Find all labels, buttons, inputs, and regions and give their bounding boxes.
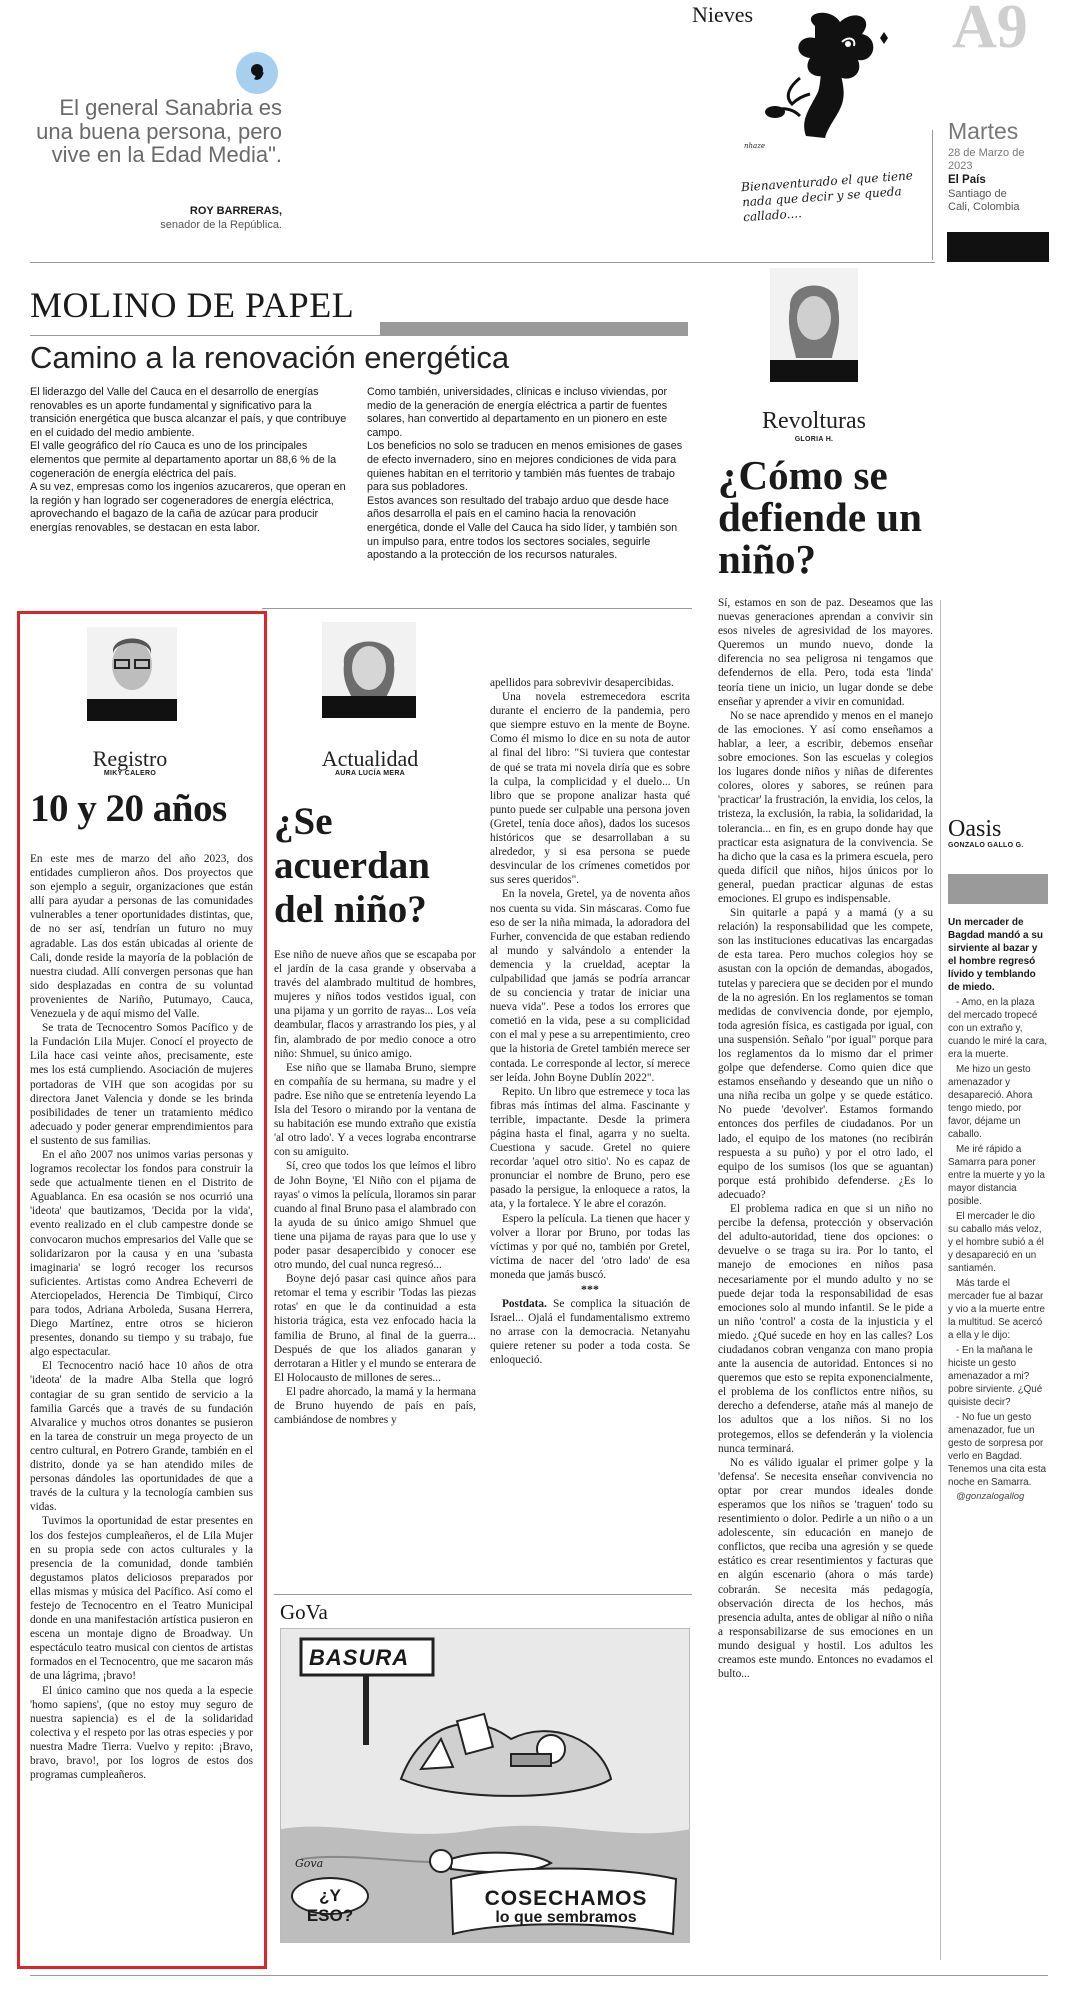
actualidad-col1 (274, 948, 476, 1427)
actualidad-portrait (322, 622, 416, 718)
oasis-p4: El mercader le dio su caballo más veloz, y el hombre subió a él y desapareció en un santiamén. (948, 1211, 1044, 1274)
oasis-p2: Me hizo un gesto amenazador y desapareció. Ahora tengo miedo, por favor, déjame un caballo. (948, 1064, 1033, 1140)
actualidad-p9: Repito. Un libro que estremece y toca las fibras más íntimas del alma. Fascinante y terrible, impactante. Desde la primera página hasta el final, agarra y no suelta. Cuestiona y sacude. Gretel no quiere recordar 'aquel otro sitio'. No es capaz de pronunciar el nombre de Bruno, pero ese pasado la persigue, la enloquece a ratos, la ata, y la fortalece. Y le abre el corazón. (490, 1085, 690, 1211)
oasis-p1: - Amo, en la plaza del mercado tropecé con un extraño y, cuando le miré la cara, era la muerte. (948, 997, 1048, 1060)
gova-signature: Gova (295, 1857, 324, 1870)
bottom-rule (30, 1975, 1048, 1976)
registro-p4: El Tecnocentro nació hace 10 años de otra 'ideota' de la madre Alba Stella que logró contagiar de su gran sentido de servicio a la familia Garcés que a través de su fundación Alvaralice y muchos otros donantes se pusieron en la tarea de construir un mega proyecto de un centro cultural, en Potrero Grande, también en el distrito, donde ya se han atendido miles de personas dándoles las oportunidades de que a través de la cultura y la tecnología cambien sus vidas. (30, 1360, 253, 1514)
oasis-author: GONZALO GALLO G. (948, 842, 1024, 849)
molino-col1 (30, 386, 351, 536)
oasis-p6: - En la mañana le hiciste un gesto amenazador a mi?pobre sirviente. ¿Qué quisiste decir? (948, 1345, 1043, 1408)
pull-quote: El general Sanabria es una buena persona, pero vive en la Edad Media". (36, 95, 282, 167)
gova-label: GoVa (280, 1600, 328, 1624)
molino-p5: Los beneficios no solo se traducen en menos emisiones de gases de efecto invernadero, sino en mejores condiciones de vida para quienes habitan en el territorio y también más fuentes de trabajo para sus pobladores. (367, 440, 683, 494)
revolturas-portrait (770, 268, 858, 382)
postdata-text: Se complica la situación de Israel... Ojalá el fundamentalismo extremo no arrase con la democracia. Netanyahu quiere retener su poder a toda costa. Se enloqueció. (490, 1298, 690, 1367)
revolturas-p3: Sin quitarle a papá y a mamá (y a su relación) la responsabilidad que les compete, son las instituciones educativas las encargadas de esta tarea. Pero muchos colegios hoy se asustan con la opción de demandas, abogados, tutelas y pareciera que se deciden por el mundo de la no agresión. En los reglamentos se toman medidas de convivencia donde, por ejemplo, toda agresión física, es castigada por igual, con una suspensión. Señalo "por igual" porque para los reglamentos da lo mismo dar el primer golpe que defenderse. Como quien dice que estamos enseñando y deseando que un niño o una niña reciba un golpe y se quede estático. No puede 'devolver'. Estamos formando entonces dos perfiles de ciudadanos. Por un lado, el equipo de los matones (no recibirán respuesta a su puño) y por el otro lado, el equipo de los sumisos (los que se aguantan) porque está prohibido defenderse. ¿Es lo adecuado? (718, 907, 933, 1201)
oasis-body (948, 916, 1048, 1502)
divider-right (940, 600, 941, 1960)
revolturas-p2: No se nace aprendido y menos en el manejo de las emociones. Y así como enseñamos a hablar, a leer, a escribir, debemos enseñar sobre emociones. Son las escuelas y colegios los lugares donde niños y niñas de diferentes colores, olores y sabores, se reúnen para 'practicar' la frustración, la envidia, los celos, la tristeza, la exclusión, la rabia, la solidaridad, la tolerancia... en fin, es en grupo donde hay que practicar esta asignatura de la convivencia. Se ha dicho que la casa es la primera escuela, pero queda difícil que niños, hijos únicos por lo general, puedan practicar algunas de estas emociones. El grupo es indispensable. (718, 709, 933, 905)
molino-gray-rule (380, 322, 688, 336)
registro-p5: Tuvimos la oportunidad de estar presentes en los dos festejos cumpleañeros, el de Lila Mujer en su propia sede con actos culturales y la presencia de la comunidad, donde también degustamos platos deliciosos preparados por ellas mismas y música del Pacífico. Así como el festejo de Tecnocentro en el Teatro Municipal donde en una manifestación artística pusieron en escena un montaje digno de Broadway. Un espectáculo teatro musical con cientos de artistas formados en el Tecnocentro, que me sacaron más de una lágrima, ¡bravo! (30, 1515, 253, 1683)
actualidad-author: AURA LUCÍA MERA (334, 770, 406, 777)
actualidad-p10: Espero la película. La tienen que hacer y volver a llorar por Bruno, por todas las víctimas y por qué no, también por Gretel, víctima de nacer del 'otro lado' de esa moneda que jamás buscó. (490, 1212, 690, 1281)
molino-col2 (367, 386, 688, 563)
actualidad-p1: Ese niño de nueve años que se escapaba por el jardín de la casa grande y observaba a través del alambrado multitud de hombres, mujeres y niños todos vestidos igual, con una pijama y un gorrito de rayas... Los veía deambular, flacos y arrastrando los pies, y al fin, alambrado de por medio conoce a otro niño: Shmuel, su único amigo. (274, 949, 476, 1060)
gova-banner-1: COSECHAMOS (484, 1887, 648, 1910)
gova-sign-text: BASURA (309, 1645, 410, 1670)
registro-headline: 10 y 20 años (30, 787, 227, 830)
black-box (947, 232, 1049, 262)
date-paper: El País (948, 174, 986, 186)
molino-p2: El valle geográfico del río Cauca es uno de los principales elementos que permite al departamento aportar un 88,6 % de la cogeneración de energía eléctrica del país. (30, 440, 337, 480)
molino-p6: Estos avances son resultado del trabajo arduo que desde hace años desarrolla el país en el camino hacia la renovación energética, donde el Valle del Cauca ha sido líder, y también son un impulso para, entre todos los sectores sociales, seguirle apostando a la protección de los recursos naturales. (367, 494, 678, 562)
molino-p3: A su vez, empresas como los ingenios azucareros, que operan en la región y han logrado ser cogeneradores de energía eléctrica, aprovechando el bagazo de la caña de azúcar para producir energías renovables, se destacan en esta labor. (30, 481, 346, 534)
molino-thin-rule (30, 335, 688, 336)
molino-section-title: MOLINO DE PAPEL (30, 285, 355, 325)
date-place: Santiago de Cali, Colombia (948, 188, 1020, 213)
oasis-p5: Más tarde el mercader fue al bazar y vio a la muerte entre la multitud. Se acercó a ella y le dijo: (948, 1278, 1045, 1341)
revolturas-p1: Sí, estamos en son de paz. Deseamos que las nuevas generaciones aprendan a convivir sin esos niveles de agresividad de los mayores. Queremos un mundo nuevo, donde la diferencia no sea peligrosa ni tengamos que defendernos de ella. Pero, toda esta 'linda' teoría tiene un inicio, un lugar donde se debe enseñar y aprender a vivir en comunidad. (718, 597, 933, 708)
revolturas-body (718, 596, 933, 1681)
actualidad-p3: Sí, creo que todos los que leímos el libro de John Boyne, 'El Niño con el pijama de rayas' o vimos la película, lloramos sin parar cuando al final Bruno pasa el alambrado con la ayuda de su único amigo Shmuel que tiene una pijama de rayas para que lo use y poder pasar desapercibido y conocer ese otro mundo, del cual nunca regresó... (274, 1160, 476, 1272)
nieves-caption: Bienaventurado el que tiene nada que decir y se queda callado.... (740, 168, 914, 225)
actualidad-headline: ¿Se acuerdan del niño? (274, 800, 430, 931)
top-rule (30, 262, 935, 263)
date-day: 28 de Marzo de 2023 (948, 147, 1025, 172)
quote-icon (236, 52, 278, 94)
revolturas-column-name: Revolturas (762, 408, 866, 434)
nieves-cartoon (730, 8, 940, 183)
actualidad-p4: Boyne dejó pasar casi quince años para retomar el tema y escribir 'Todas las piezas rotas' en que le da continuidad a esta historia trágica, esta vez enfocado hacia la familia de Bruno, al final de la guerra... Después de que los aliados ganaran y derrotaran a Hitler y el mundo se enterara de El Holocausto de millones de seres... (274, 1273, 476, 1384)
registro-portrait (87, 627, 177, 721)
quote-role: senador de la República. (160, 219, 282, 231)
oasis-handle: @gonzalogallog (956, 1491, 1025, 1502)
registro-p6: El único camino que nos queda a la especie 'homo sapiens', (que no estoy muy seguro de nuestra sapiencia) es el de la solidaridad colectiva y el respeto por las otras especies y por nuestra Madre Tierra. Vuelvo y repito: ¡Bravo, bravo, bravo!, por los logros de estos dos programas cumpleañeros. (30, 1684, 253, 1782)
revolturas-headline: ¿Cómo se defiende un niño? (718, 452, 922, 582)
actualidad-p6: apellidos para sobrevivir desapercibidas. (490, 677, 674, 689)
oasis-p3: Me iré rápido a Samarra para poner entre la muerte y yo la mayor distancia posible. (948, 1144, 1045, 1207)
molino-headline: Camino a la renovación energética (30, 340, 510, 375)
actualidad-p8: En la novela, Gretel, ya de noventa años nos cuenta su vida. Sin máscaras. Como fue eso de ser la niña mimada, la adoradora del Furher, convencida de que estaban rediendo al mundo y salvándolo a entender la demencia y la crueldad, aceptar la culpabilidad que jamás se podría arrancar de su conciencia y tratar de iniciar una nueva vida". Pese a todos los errores que cometió en la vida, pese a su complicidad con el mal y pese a su arrepentimiento, creo que la historia de Gretel también merece ser contada. Le corresponde al lector, sí merece ser leída. John Boyne Dublín 2022". (490, 888, 690, 1084)
actualidad-separator: *** (581, 1282, 599, 1297)
registro-p3: En el año 2007 nos unimos varias personas y logramos recolectar los fondos para construir la sede que actualmente tienen en el Distrito de Aguablanca. En esa ocasión se nos ocurrió una 'ideota' que bautizamos, 'Decida por la vida', evento realizado en el club campestre donde se convocaron muchos empresarios del Valle que se solidarizaron por la causa y en una 'subasta imaginaria' se logró recoger los recursos suficientes. Artistas como Andrea Echeverri de Aterciopelados, Herencia De Timbiquí, Circo para todos, Adriana Arboleda, Susana Herrera, Diego Martínez, entre otros se hicieron presentes, donando su tiempo y su trabajo, fue algo espectacular. (30, 1148, 253, 1359)
revolturas-author: GLORIA H. (794, 436, 834, 443)
oasis-lead: Un mercader de Bagdad mandó a su sirviente al bazar y el hombre regresó lívido y temblando de miedo. (948, 917, 1044, 993)
gova-top-rule (274, 1594, 692, 1595)
nieves-label: Nieves (692, 2, 754, 27)
actualidad-column-name: Actualidad (321, 746, 419, 771)
nieves-signature: nhaze (744, 142, 766, 150)
registro-author: MIKY CALERO (103, 770, 157, 777)
oasis-gray-bar (948, 874, 1048, 904)
postdata-label: Postdata. (502, 1298, 547, 1311)
revolturas-p5: No es válido igualar el primer golpe y la 'defensa'. Se necesita enseñar convivencia no optar por crear mundos ideales donde esperamos que los niños se 'traguen' todo su resentimiento o dolor. Pedirle a un niño o a un adolescente, sin educación en manejo de conflictos, que reciba una agresión y se quede estático es crear resentimientos y facturas que en algún escenario (ahora o más tarde) cobrarán. Se necesita más pedagogía, observación directa de los hechos, más presencia adulta, antes de obligar al niño o niña a responsabilizarse de sus emociones en un mundo desigual y hostil. Los adultos les creamos este mundo. Entonces no evadamos el bulto... (718, 1456, 933, 1681)
actualidad-p7: Una novela estremecedora escrita durante el encierro de la pandemia, pero que siempre estuvo en la mente de Boyne. Como él mismo lo dice en su nota de autor al final del libro: "Si tuviera que contestar de qué se trata mi novela diría que es sobre la culpa, la complicidad y el duelo... Un libro que se propone analizar hasta qué punto puede ser culpable una persona joven (Gretel, tenía doce años), dados los sucesos históricos que se desarrollaban a su alrededor, y si esa persona se puede desvincular de los crímenes cometidos por sus seres queridos". (490, 691, 690, 887)
gova-banner-2: lo que sembramos (495, 1909, 637, 1926)
actualidad-col2 (490, 676, 690, 1368)
registro-p2: Se trata de Tecnocentro Somos Pacífico y de la Fundación Lila Mujer. Conocí el proyecto de Lila hace casi veinte años, precisamente, este mes los está cumpliendo. Asociación de mujeres portadoras de VIH que son acogidas por su directora Janet Valencia y donde se les brinda posibilidades de tener un tratamiento médico adecuado y poder generar emprendimientos para el sustento de sus familias. (30, 1022, 253, 1147)
quote-author: ROY BARRERAS, (189, 205, 282, 217)
lower-rule (262, 608, 692, 609)
oasis-p7: - No fue un gesto amenazador, fue un gesto de sorpresa por verlo en Bagdad. Tenemos una cita esta noche en Samarra. (948, 1412, 1047, 1488)
molino-p1: El liderazgo del Valle del Cauca en el desarrollo de energías renovables es un aporte fundamental y significativo para la transición energética que busca alcanzar el país, y que contribuye en el cuidado del medio ambiente. (30, 386, 347, 439)
registro-body (30, 852, 253, 1782)
revolturas-p4: El problema radica en que si un niño no percibe la defensa, protección y observación del adulto-autoridad, tiene dos opciones: o devuelve o se traga su ira. Por lo tanto, el manejo de emociones en niños pasa necesariamente por el mundo adulto y no se puede dejar toda la responsabilidad de esas emociones solo al mundo infantil. Se le pide a un niño 'control' a costa de la injusticia y el miedo. ¿Qué sucede en hoy en las calles? Los ciudadanos cobran venganza con mano propia ante la ausencia de autoridad. Entonces si no queremos que esto se repita exponencialmente, el problema de los conflictos entre niños, su derecho a defenderse, atañe más al manejo de los adultos que a los niños. Si no los protegemos, ellos se defenderán y la violencia nunca terminará. (718, 1203, 933, 1455)
actualidad-postdata (490, 1297, 690, 1367)
gova-question: ¿Y ESO? (306, 1886, 354, 1925)
registro-column-name: Registro (92, 746, 168, 771)
page-number: A9 (952, 0, 1028, 61)
date-weekday: Martes (948, 118, 1019, 144)
gova-cartoon (280, 1628, 690, 1943)
actualidad-p5: El padre ahorcado, la mamá y la hermana de Bruno huyendo de país en país, cambiándose de nombres y (274, 1385, 476, 1427)
actualidad-p2: Ese niño que se llamaba Bruno, siempre en compañía de su hermana, su madre y el padre. Ese niño que se entretenía leyendo La Isla del Tesoro o mirando por la ventana de su habitación ese mundo extraño que existía 'al otro lado'. Y a veces lograba encontrarse con su amiguito. (274, 1061, 477, 1159)
oasis-column-name: Oasis (948, 816, 1002, 842)
top-vertical-rule (932, 130, 933, 260)
molino-p4: Como también, universidades, clínicas e incluso viviendas, por medio de la generación de energía eléctrica a partir de fuentes solares, han convertido al departamento en un pionero en este campo. (367, 386, 668, 439)
registro-p1: En este mes de marzo del año 2023, dos entidades cumplieron años. Dos proyectos que son ejemplo a seguir, organizaciones que están allí para ayudar a personas de las comunidades vulnerables a tener oportunidades distintas, que, de no ser así, tendrían un futuro no muy agradable. Las dos están ubicadas al oriente de Cali, donde reside la mayoría de la población de nuestra ciudad. Allí convergen personas que han sido desplazadas en contra de su voluntad provenientes de Nariño, Putumayo, Cauca, Venezuela y de aquí mismo del Valle. (30, 853, 253, 1021)
